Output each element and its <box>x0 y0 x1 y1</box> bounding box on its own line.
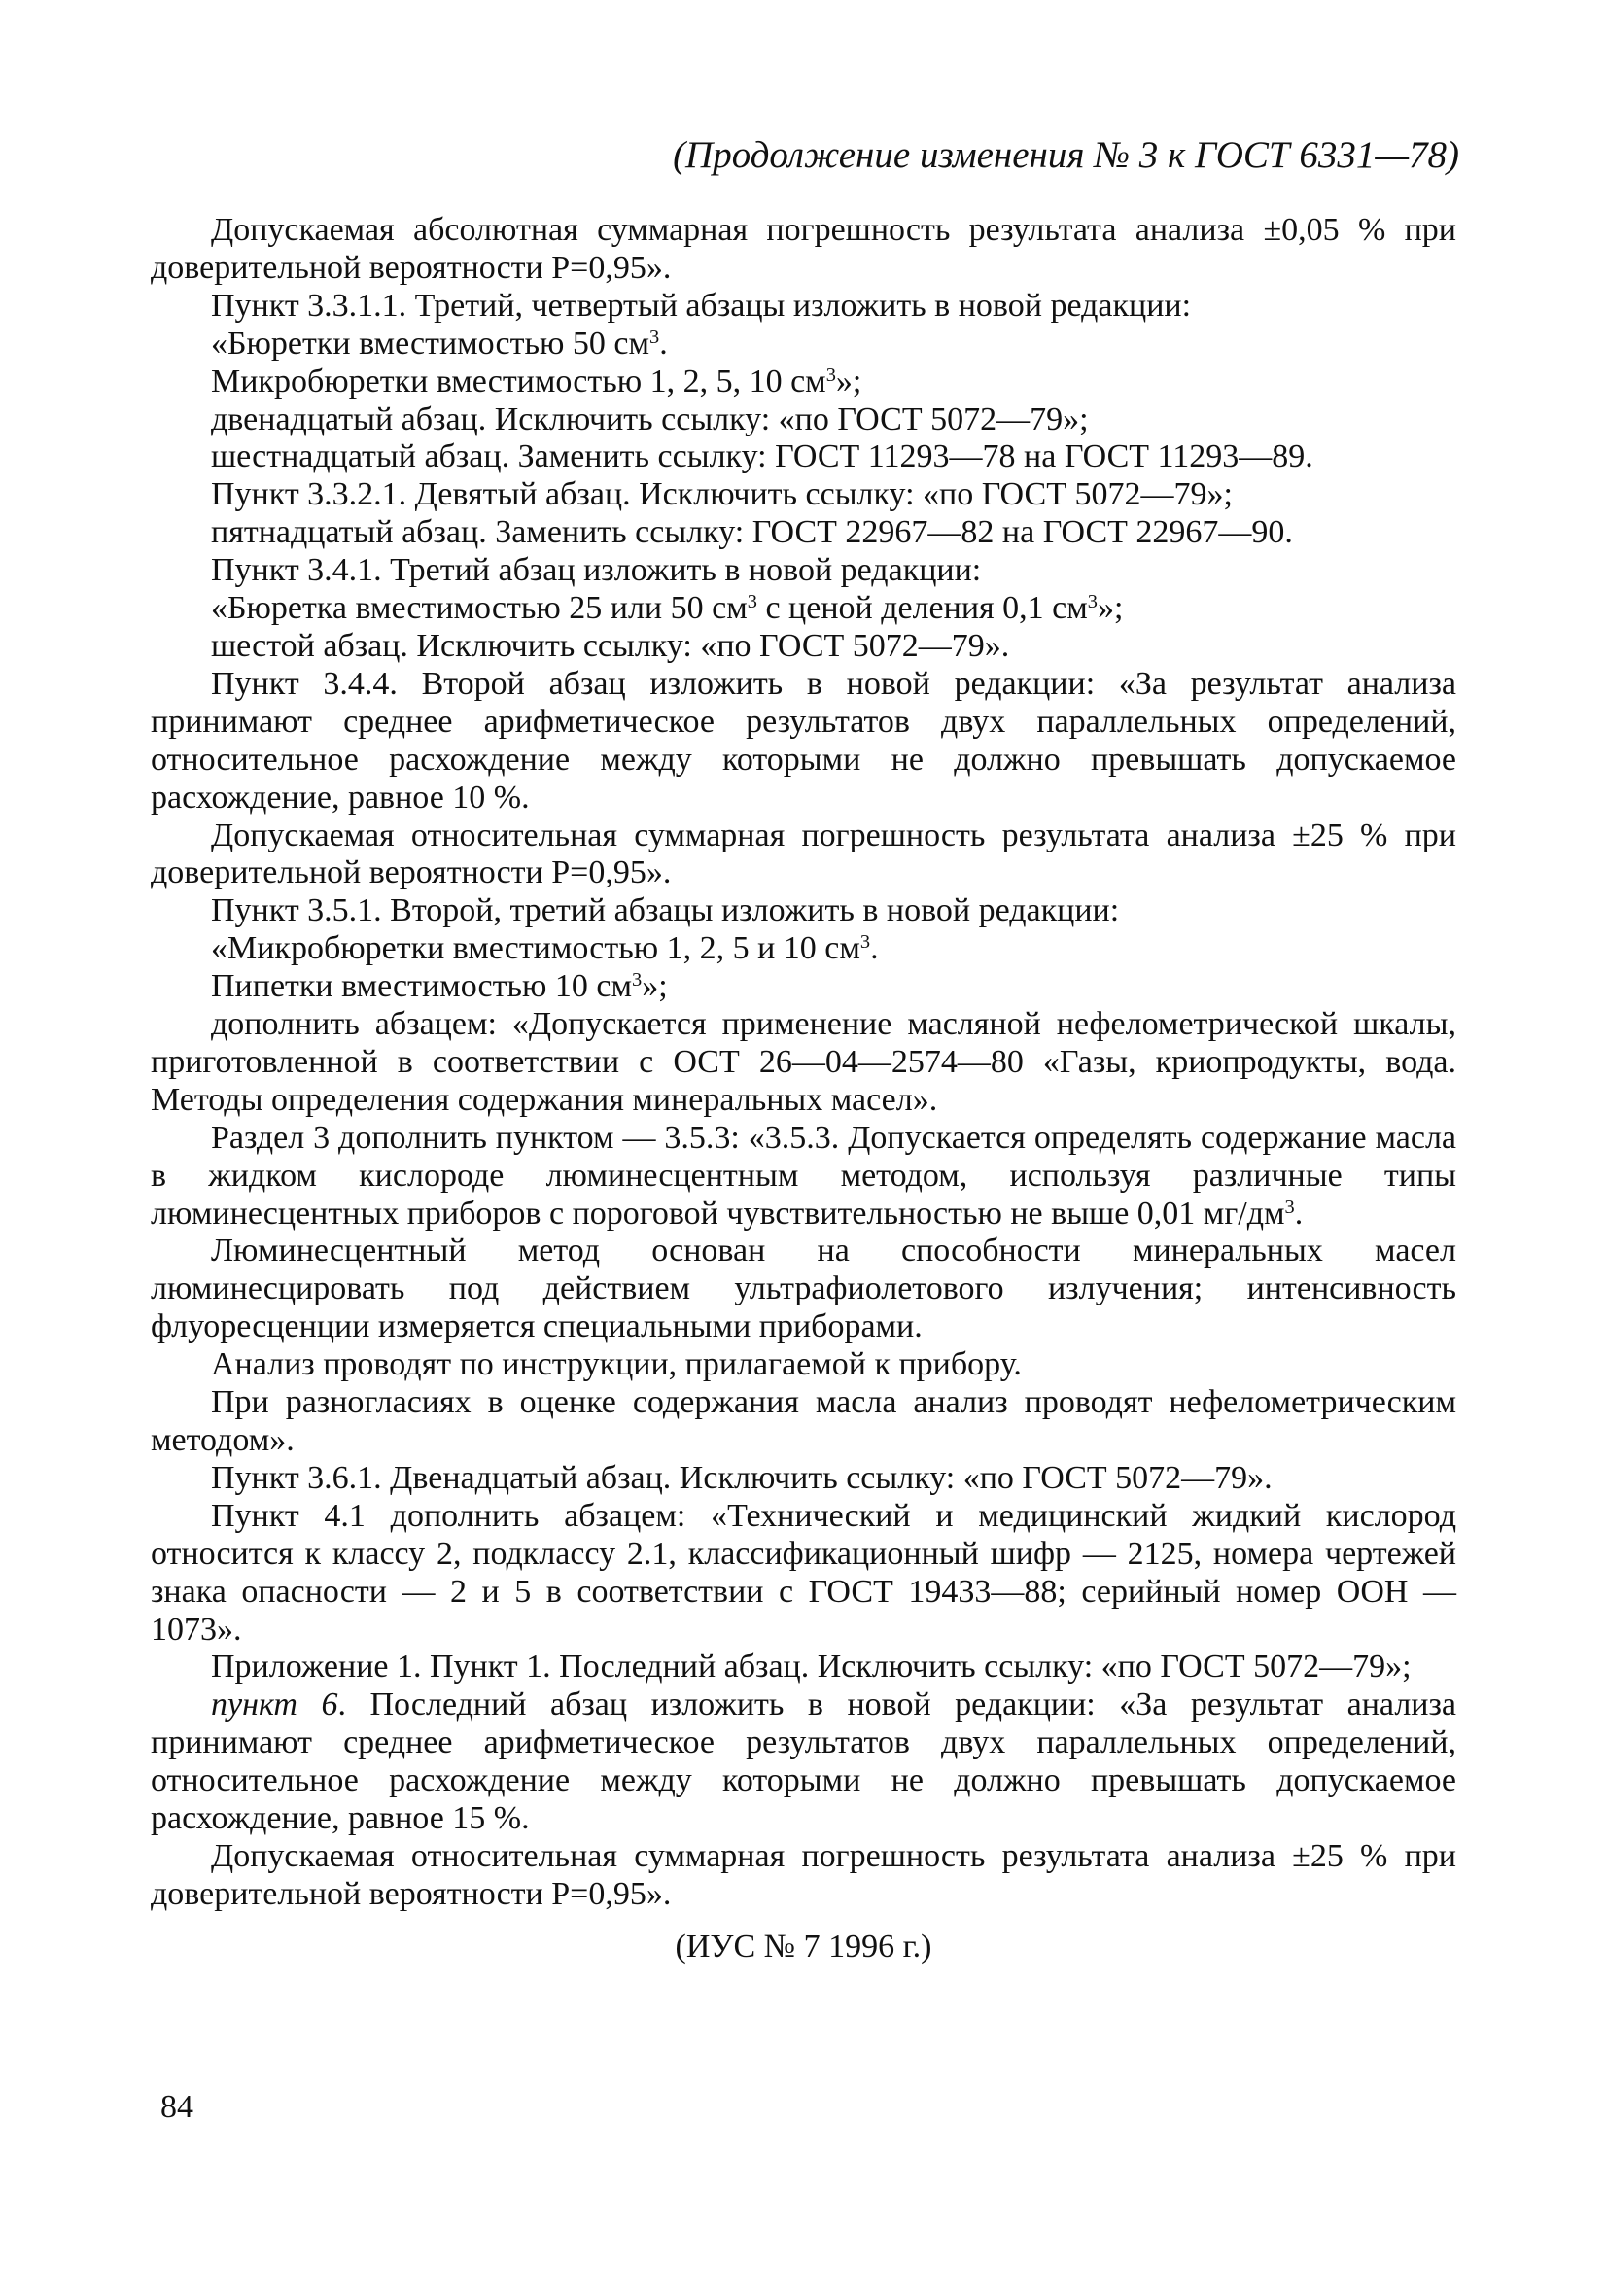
document-body <box>151 212 1456 1966</box>
paragraph: Микробюретки вместимостью 1, 2, 5, 10 $см^3$»; <box>211 363 862 400</box>
paragraph: «Микробюретки вместимостью 1, 2, 5 и 10 $см^3$. <box>211 930 879 967</box>
paragraph: При разногласиях в оценке содержания масла анализ проводят нефелометрическим методом». <box>151 1384 1456 1458</box>
paragraph: «Бюретка вместимостью 25 или 50 $см^3$ с ценой деления 0,1 $см^3$»; <box>211 590 1124 627</box>
paragraph: Пункт 3.5.1. Второй, третий абзацы изложить в новой редакции: <box>211 892 1120 929</box>
source-note: (ИУС № 7 1996 г.) <box>675 1928 932 1965</box>
paragraph: Анализ проводят по инструкции, прилагаемой к прибору. <box>211 1346 1022 1383</box>
paragraph: Допускаемая относительная суммарная погрешность результата анализа ±25 % при доверительной вероятности Р=0,95». <box>151 817 1456 891</box>
paragraph: «Бюретки вместимостью 50 $см^3$. <box>211 325 668 362</box>
paragraph: двенадцатый абзац. Исключить ссылку: «по ГОСТ 5072—79»; <box>211 400 1089 437</box>
paragraph: Приложение 1. Пункт 1. Последний абзац. Исключить ссылку: «по ГОСТ 5072—79»; <box>211 1649 1412 1686</box>
paragraph: дополнить абзацем: «Допускается применение масляной нефелометрической шкалы, приготовленной в соответствии с ОСТ 26—04—2574—80 «Газы, криопродукты, вода. Методы определения содержания минеральных масел». <box>151 1006 1456 1118</box>
paragraph: шестнадцатый абзац. Заменить ссылку: ГОСТ 11293—78 на ГОСТ 11293—89. <box>211 438 1313 475</box>
paragraph: шестой абзац. Исключить ссылку: «по ГОСТ 5072—79». <box>211 627 1010 664</box>
paragraph: Пункт 3.6.1. Двенадцатый абзац. Исключить ссылку: «по ГОСТ 5072—79». <box>211 1459 1273 1496</box>
paragraph: Люминесцентный метод основан на способности минеральных масел люминесцировать под действием ультрафиолетового излучения; интенсивность флуоресценции измеряется специальными приборами. <box>151 1233 1456 1345</box>
paragraph: Пункт 3.4.4. Второй абзац изложить в новой редакции: «За результат анализа принимают среднее арифметическое результатов двух параллельных определений, относительное расхождение между которыми не должно превышать допускаемое расхождение, равное 10 %. <box>151 665 1456 816</box>
paragraph: Пункт 3.4.1. Третий абзац изложить в новой редакции: <box>211 552 982 589</box>
paragraph: Допускаемая относительная суммарная погрешность результата анализа ±25 % при доверительной вероятности Р=0,95». <box>151 1837 1456 1912</box>
paragraph: Допускаемая абсолютная суммарная погрешность результата анализа ±0,05 % при доверительной вероятности Р=0,95». <box>151 212 1456 286</box>
paragraph: Раздел 3 дополнить пунктом — 3.5.3: «3.5.3. Допускается определять содержание масла в жидком кислороде люминесцентным методом, используя различные типы люминесцентных приборов с пороговой чувствительностью не выше 0,01 $мг/дм^3$. <box>151 1119 1456 1232</box>
paragraph: Пункт 3.3.2.1. Девятый абзац. Исключить ссылку: «по ГОСТ 5072—79»; <box>211 476 1233 513</box>
paragraph: пятнадцатый абзац. Заменить ссылку: ГОСТ 22967—82 на ГОСТ 22967—90. <box>211 514 1293 551</box>
paragraph: пункт 6. Последний абзац изложить в новой редакции: «За результат анализа принимают среднее арифметическое результатов двух параллельных определений, относительное расхождение между которыми не должно превышать допускаемое расхождение, равное 15 %. <box>151 1687 1456 1837</box>
paragraph: Пункт 3.3.1.1. Третий, четвертый абзацы изложить в новой редакции: <box>211 287 1192 324</box>
page-number: 84 <box>160 2089 193 2125</box>
paragraph: Пункт 4.1 дополнить абзацем: «Технический и медицинский жидкий кислород относится к классу 2, подклассу 2.1, классификационный шифр — 2125, номера чертежей знака опасности — 2 и 5 в соответствии с ГОСТ 19433—88; серийный номер ООН — 1073». <box>151 1497 1456 1648</box>
paragraph: Пипетки вместимостью 10 $см^3$»; <box>211 968 668 1005</box>
page-header: (Продолжение изменения № 3 к ГОСТ 6331—78) <box>673 134 1459 176</box>
